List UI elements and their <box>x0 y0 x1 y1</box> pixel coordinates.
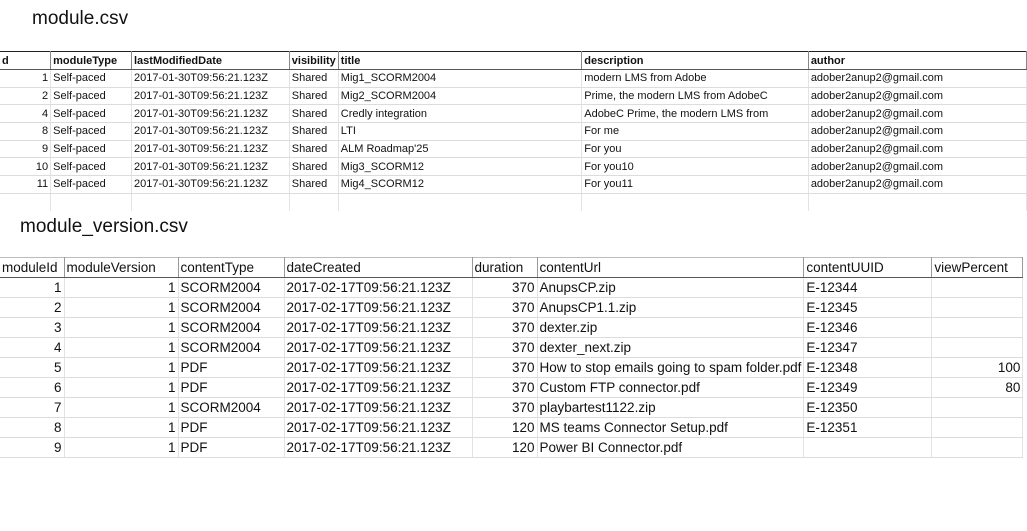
table-cell <box>932 298 1023 318</box>
table-row <box>0 438 1023 458</box>
table-row <box>0 398 1023 418</box>
table-cell: dexter_next.zip <box>537 338 804 358</box>
table-cell: E-12351 <box>804 418 932 438</box>
column-header: lastModifiedDate <box>131 52 289 70</box>
empty-cell <box>582 193 809 210</box>
table-cell: 370 <box>472 338 537 358</box>
table-cell: adober2anup2@gmail.com <box>808 176 1026 194</box>
table-cell: PDF <box>178 358 284 378</box>
table-cell: 6 <box>0 378 64 398</box>
column-header: contentType <box>178 258 284 278</box>
table-cell: playbartest1122.zip <box>537 398 804 418</box>
table-row <box>0 378 1023 398</box>
table-cell: 4 <box>0 105 51 123</box>
table-cell: For you <box>582 140 809 158</box>
table-row <box>0 338 1023 358</box>
table-cell: Self-paced <box>51 70 132 88</box>
table-cell: 2017-01-30T09:56:21.123Z <box>131 140 289 158</box>
table-row <box>0 87 1027 105</box>
table-cell: 1 <box>64 338 178 358</box>
table-cell <box>804 438 932 458</box>
table-cell: SCORM2004 <box>178 278 284 298</box>
table-cell: 2017-02-17T09:56:21.123Z <box>284 418 472 438</box>
table-row <box>0 358 1023 378</box>
module-csv-title: module.csv <box>32 8 129 29</box>
table-cell: Self-paced <box>51 176 132 194</box>
empty-cell <box>289 193 338 210</box>
column-header: contentUUID <box>804 258 932 278</box>
table-cell: dexter.zip <box>537 318 804 338</box>
table-cell: 2017-01-30T09:56:21.123Z <box>131 123 289 141</box>
table-cell: SCORM2004 <box>178 318 284 338</box>
table-cell: Self-paced <box>51 105 132 123</box>
table-cell: How to stop emails going to spam folder.pdf <box>537 358 804 378</box>
table-cell: 2017-01-30T09:56:21.123Z <box>131 158 289 176</box>
table-cell: 2017-02-17T09:56:21.123Z <box>284 298 472 318</box>
column-header: duration <box>472 258 537 278</box>
table-row <box>0 318 1023 338</box>
table-cell: 370 <box>472 398 537 418</box>
table-cell: 370 <box>472 318 537 338</box>
table-cell: For you10 <box>582 158 809 176</box>
table-cell: 2017-02-17T09:56:21.123Z <box>284 358 472 378</box>
table-cell: PDF <box>178 378 284 398</box>
table-cell: modern LMS from Adobe <box>582 70 809 88</box>
table-cell: 2017-02-17T09:56:21.123Z <box>284 398 472 418</box>
table-cell: SCORM2004 <box>178 338 284 358</box>
table-cell: adober2anup2@gmail.com <box>808 123 1026 141</box>
table-row <box>0 298 1023 318</box>
table-cell: For you11 <box>582 176 809 194</box>
table-row <box>0 158 1027 176</box>
table-row <box>0 140 1027 158</box>
table-cell: 11 <box>0 176 51 194</box>
table-cell: Shared <box>289 158 338 176</box>
table-cell: Shared <box>289 70 338 88</box>
table-cell: 2017-02-17T09:56:21.123Z <box>284 438 472 458</box>
column-header: moduleVersion <box>64 258 178 278</box>
table-cell: 1 <box>64 298 178 318</box>
column-header: d <box>0 52 51 70</box>
table-cell: 8 <box>0 123 51 141</box>
table-cell: Prime, the modern LMS from AdobeC <box>582 87 809 105</box>
table-row <box>0 418 1023 438</box>
table-cell: 2 <box>0 298 64 318</box>
table-cell: E-12348 <box>804 358 932 378</box>
table-cell: SCORM2004 <box>178 298 284 318</box>
table-cell: 2017-02-17T09:56:21.123Z <box>284 318 472 338</box>
table-cell: 2017-01-30T09:56:21.123Z <box>131 70 289 88</box>
table-cell: 9 <box>0 438 64 458</box>
table-cell: adober2anup2@gmail.com <box>808 105 1026 123</box>
table-cell <box>932 438 1023 458</box>
module-table-body <box>0 70 1027 211</box>
table-cell: PDF <box>178 418 284 438</box>
table-cell: 100 <box>932 358 1023 378</box>
table-cell: AnupsCP.zip <box>537 278 804 298</box>
table-cell: 1 <box>0 70 51 88</box>
column-header: dateCreated <box>284 258 472 278</box>
empty-row <box>0 193 1027 210</box>
module-version-table <box>0 257 1023 458</box>
table-cell: 370 <box>472 278 537 298</box>
table-cell: SCORM2004 <box>178 398 284 418</box>
table-cell: 3 <box>0 318 64 338</box>
table-cell: E-12350 <box>804 398 932 418</box>
table-cell: AnupsCP1.1.zip <box>537 298 804 318</box>
table-cell: PDF <box>178 438 284 458</box>
column-header: author <box>808 52 1026 70</box>
table-cell: Self-paced <box>51 123 132 141</box>
table-cell: ALM Roadmap'25 <box>338 140 581 158</box>
table-cell: For me <box>582 123 809 141</box>
column-header: visibility <box>289 52 338 70</box>
table-cell: Custom FTP connector.pdf <box>537 378 804 398</box>
column-header: title <box>338 52 581 70</box>
table-cell: Shared <box>289 105 338 123</box>
table-cell: 2 <box>0 87 51 105</box>
table-cell: 1 <box>64 398 178 418</box>
table-cell: 1 <box>64 278 178 298</box>
table-cell: Self-paced <box>51 158 132 176</box>
table-cell: 2017-01-30T09:56:21.123Z <box>131 105 289 123</box>
table-cell: E-12349 <box>804 378 932 398</box>
table-cell: 2017-02-17T09:56:21.123Z <box>284 278 472 298</box>
table-cell: adober2anup2@gmail.com <box>808 140 1026 158</box>
table-cell: 1 <box>0 278 64 298</box>
table-cell: E-12347 <box>804 338 932 358</box>
table-cell: Mig1_SCORM2004 <box>338 70 581 88</box>
table-cell: 80 <box>932 378 1023 398</box>
module-version-table-body <box>0 278 1023 458</box>
table-cell: MS teams Connector Setup.pdf <box>537 418 804 438</box>
table-cell <box>932 278 1023 298</box>
table-cell: 5 <box>0 358 64 378</box>
table-cell: Shared <box>289 123 338 141</box>
table-cell: Credly integration <box>338 105 581 123</box>
table-cell: 2017-02-17T09:56:21.123Z <box>284 378 472 398</box>
table-cell: Self-paced <box>51 140 132 158</box>
table-cell: 1 <box>64 318 178 338</box>
table-cell: 10 <box>0 158 51 176</box>
column-header: moduleType <box>51 52 132 70</box>
table-cell: adober2anup2@gmail.com <box>808 158 1026 176</box>
table-cell: 1 <box>64 378 178 398</box>
empty-cell <box>808 193 1026 210</box>
module-version-csv-title: module_version.csv <box>20 216 188 237</box>
table-cell: 120 <box>472 438 537 458</box>
table-cell: 8 <box>0 418 64 438</box>
table-cell: E-12346 <box>804 318 932 338</box>
table-cell: Mig2_SCORM2004 <box>338 87 581 105</box>
column-header: viewPercent <box>932 258 1023 278</box>
table-cell: AdobeC Prime, the modern LMS from <box>582 105 809 123</box>
table-cell: 1 <box>64 438 178 458</box>
table-row <box>0 70 1027 88</box>
table-cell: 2017-01-30T09:56:21.123Z <box>131 176 289 194</box>
module-header-row <box>0 52 1027 70</box>
table-cell: 4 <box>0 338 64 358</box>
table-row <box>0 105 1027 123</box>
table-cell: LTI <box>338 123 581 141</box>
table-cell: Shared <box>289 140 338 158</box>
column-header: contentUrl <box>537 258 804 278</box>
table-cell: 9 <box>0 140 51 158</box>
table-cell: Mig3_SCORM12 <box>338 158 581 176</box>
table-cell: E-12344 <box>804 278 932 298</box>
table-cell: Power BI Connector.pdf <box>537 438 804 458</box>
table-cell: E-12345 <box>804 298 932 318</box>
table-cell: Mig4_SCORM12 <box>338 176 581 194</box>
table-cell <box>932 338 1023 358</box>
table-cell: adober2anup2@gmail.com <box>808 70 1026 88</box>
table-cell: Shared <box>289 176 338 194</box>
table-cell: 370 <box>472 378 537 398</box>
table-cell: 370 <box>472 358 537 378</box>
empty-cell <box>338 193 581 210</box>
empty-cell <box>0 193 51 210</box>
column-header: moduleId <box>0 258 64 278</box>
table-cell: adober2anup2@gmail.com <box>808 87 1026 105</box>
table-cell <box>932 318 1023 338</box>
table-row <box>0 176 1027 194</box>
table-row <box>0 123 1027 141</box>
table-cell: 1 <box>64 418 178 438</box>
table-row <box>0 278 1023 298</box>
table-cell: 1 <box>64 358 178 378</box>
table-cell: 120 <box>472 418 537 438</box>
table-cell <box>932 418 1023 438</box>
column-header: description <box>582 52 809 70</box>
module-version-header-row <box>0 258 1023 278</box>
table-cell <box>932 398 1023 418</box>
table-cell: 7 <box>0 398 64 418</box>
empty-cell <box>51 193 132 210</box>
module-table <box>0 51 1027 211</box>
table-cell: 2017-02-17T09:56:21.123Z <box>284 338 472 358</box>
table-cell: Shared <box>289 87 338 105</box>
table-cell: 370 <box>472 298 537 318</box>
table-cell: Self-paced <box>51 87 132 105</box>
table-cell: 2017-01-30T09:56:21.123Z <box>131 87 289 105</box>
empty-cell <box>131 193 289 210</box>
